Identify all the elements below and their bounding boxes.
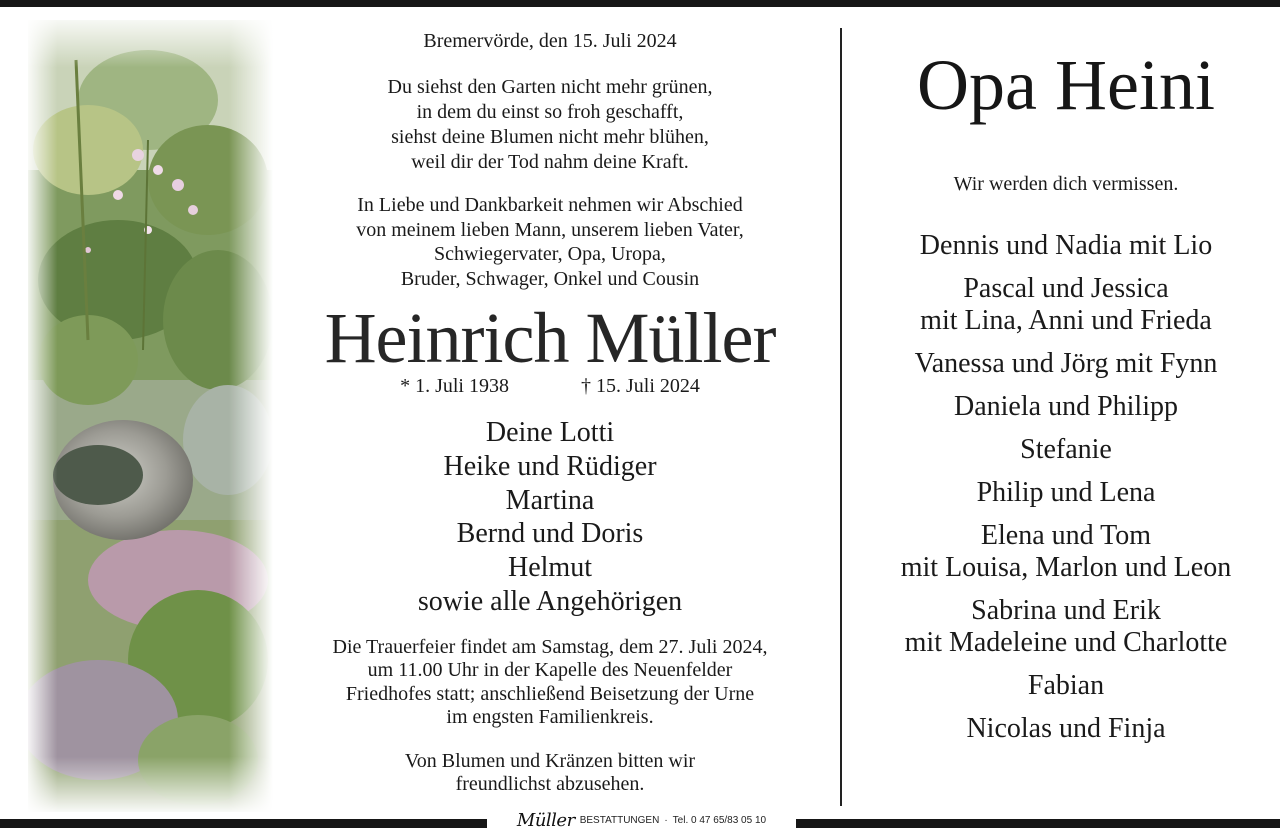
grandchildren-list: [850, 230, 1280, 756]
poem-line: in dem du einst so froh geschafft,: [416, 101, 684, 123]
family-member: sowie alle Angehörigen: [417, 585, 683, 617]
grandchild-line: Fabian: [1027, 670, 1105, 701]
grandchild-line: Vanessa und Jörg mit Fynn: [914, 348, 1218, 379]
grandchild-line: Dennis und Nadia mit Lio: [919, 230, 1213, 261]
grandchild-entry: [850, 595, 1280, 659]
family-member: Heike und Rüdiger: [443, 450, 657, 482]
service-line: Die Trauerfeier findet am Samstag, dem 27. Juli 2024,: [332, 636, 768, 658]
grandchild-line: Stefanie: [1020, 434, 1112, 465]
service-line: um 11.00 Uhr in der Kapelle des Neuenfelder: [367, 659, 733, 682]
intro-line: von meinem lieben Mann, unserem lieben Vater,: [356, 218, 744, 241]
bottom-border-left: [0, 819, 487, 828]
intro-line: Bruder, Schwager, Onkel und Cousin: [400, 267, 700, 290]
grandchild-entry: [850, 434, 1280, 466]
poem-line: Du siehst den Garten nicht mehr grünen,: [387, 76, 713, 98]
grandchild-entry: [850, 230, 1280, 262]
family-member: Bernd und Doris: [456, 518, 644, 550]
intro-line: Schwiegervater, Opa, Uropa,: [434, 243, 666, 265]
grandchild-entry: [850, 713, 1280, 745]
family-member: Deine Lotti: [485, 417, 615, 448]
funeral-home-logo: Müller: [516, 809, 575, 831]
grandchild-line: Philip und Lena: [976, 477, 1156, 508]
flowers-note: [280, 750, 820, 796]
death-date: † 15. Juli 2024: [581, 375, 700, 397]
top-border: [0, 0, 1280, 7]
grandchild-entry: [850, 670, 1280, 702]
service-info: [280, 636, 820, 729]
column-divider: [840, 28, 842, 806]
intro-line: In Liebe und Dankbarkeit nehmen wir Abschied: [357, 194, 743, 216]
garden-photo: [28, 20, 273, 812]
poem: [280, 75, 820, 175]
service-line: Friedhofes statt; anschließend Beisetzung der Urne: [345, 682, 755, 705]
grandchild-entry: [850, 520, 1280, 584]
funeral-home-phone: Tel. 0 47 65/83 05 10: [672, 814, 767, 826]
service-line: im engsten Familienkreis.: [446, 705, 654, 728]
family-list: [280, 416, 820, 619]
birth-date: * 1. Juli 1938: [400, 375, 509, 397]
poem-line: siehst deine Blumen nicht mehr blühen,: [391, 126, 709, 148]
grandchild-line: Daniela und Philipp: [954, 391, 1178, 422]
grandchild-line: mit Madeleine und Charlotte: [904, 627, 1228, 658]
grandchild-line: mit Louisa, Marlon und Leon: [900, 552, 1232, 583]
grandchild-line: Sabrina und Erik: [971, 595, 1161, 626]
grandchild-line: mit Lina, Anni und Frieda: [920, 305, 1212, 336]
poem-line: weil dir der Tod nahm deine Kraft.: [411, 151, 689, 173]
flowers-line: Von Blumen und Kränzen bitten wir: [404, 750, 696, 772]
grandchild-entry: [850, 477, 1280, 509]
deceased-name: Heinrich Müller: [324, 298, 776, 378]
family-member: Helmut: [508, 552, 592, 584]
grandchild-line: Elena und Tom: [980, 520, 1152, 551]
funeral-home-footer: [487, 808, 796, 832]
footer-separator: ·: [664, 814, 668, 826]
grandchild-line: Nicolas und Finja: [966, 713, 1166, 744]
family-member: Martina: [505, 484, 595, 516]
funeral-home-company: BESTATTUNGEN: [579, 814, 660, 826]
farewell-intro: [280, 193, 820, 291]
bottom-border-right: [796, 819, 1280, 828]
grandchild-entry: [850, 391, 1280, 423]
grandchild-line: Pascal und Jessica: [963, 273, 1169, 304]
grandpa-headline: Opa Heini: [917, 45, 1215, 125]
grandchild-entry: [850, 348, 1280, 380]
miss-you-line: Wir werden dich vermissen.: [953, 173, 1179, 195]
place-date: Bremervörde, den 15. Juli 2024: [423, 30, 677, 52]
life-dates: [280, 375, 820, 398]
grandchild-entry: [850, 273, 1280, 337]
flowers-line: freundlichst abzusehen.: [455, 773, 645, 795]
